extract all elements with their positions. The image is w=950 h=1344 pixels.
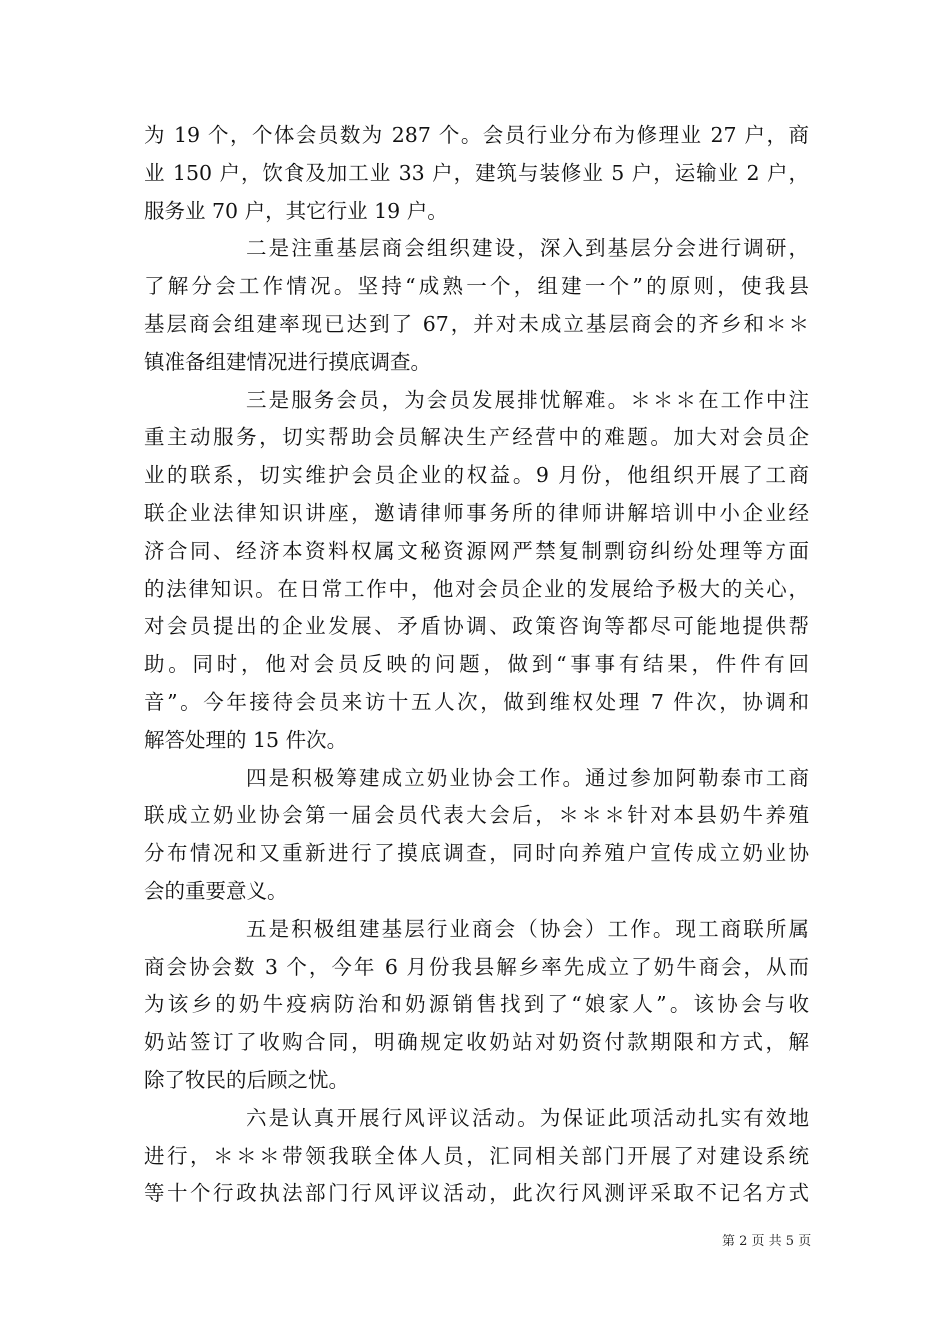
text-line: 三是服务会员，为会员发展排忧解难。＊＊＊在工作中注 — [246, 387, 809, 412]
text-line: 助。同时，他对会员反映的问题，做到“事事有结果，件件有回 — [144, 652, 809, 677]
text-line: 了解分会工作情况。坚持“成熟一个，组建一个”的原则，使我县 — [144, 274, 809, 299]
text-line: 服务业 70 户，其它行业 19 户。 — [144, 198, 448, 223]
text-line: 联成立奶业协会第一届会员代表大会后，＊＊＊针对本县奶牛养殖 — [144, 803, 809, 828]
text-line: 六是认真开展行风评议活动。为保证此项活动扎实有效地 — [246, 1105, 809, 1130]
text-line: 业 150 户，饮食及加工业 33 户，建筑与装修业 5 户，运输业 2 户， — [144, 160, 809, 185]
text-line: 联企业法律知识讲座，邀请律师事务所的律师讲解培训中小企业经 — [144, 500, 809, 525]
text-line: 进行，＊＊＊带领我联全体人员，汇同相关部门开展了对建设系统 — [144, 1143, 809, 1168]
page-number: 第 2 页 共 5 页 — [722, 1234, 812, 1249]
text-line: 五是积极组建基层行业商会（协会）工作。现工商联所属 — [246, 916, 809, 941]
paragraph — [144, 1100, 809, 1213]
text-line: 奶站签订了收购合同，明确规定收奶站对奶资付款期限和方式，解 — [144, 1030, 809, 1055]
text-line: 重主动服务，切实帮助会员解决生产经营中的难题。加大对会员企 — [144, 425, 809, 450]
text-line: 二是注重基层商会组织建设，深入到基层分会进行调研， — [246, 236, 809, 261]
text-line: 除了牧民的后顾之忧。 — [144, 1067, 349, 1092]
text-line: 商会协会数 3 个，今年 6 月份我县解乡率先成立了奶牛商会，从而 — [144, 954, 809, 979]
paragraph — [144, 117, 809, 230]
paragraph — [144, 911, 809, 1100]
document-body — [144, 117, 809, 1213]
text-line: 为该乡的奶牛疫病防治和奶源销售找到了“娘家人”。该协会与收 — [144, 992, 809, 1017]
text-line: 等十个行政执法部门行风评议活动，此次行风测评采取不记名方式 — [144, 1181, 809, 1206]
text-line: 镇准备组建情况进行摸底调查。 — [144, 349, 431, 374]
text-line: 业的联系，切实维护会员企业的权益。9 月份，他组织开展了工商 — [144, 463, 809, 488]
text-line: 的法律知识。在日常工作中，他对会员企业的发展给予极大的关心， — [144, 576, 809, 601]
text-line: 对会员提出的企业发展、矛盾协调、政策咨询等都尽可能地提供帮 — [144, 614, 809, 639]
text-line: 基层商会组建率现已达到了 67，并对未成立基层商会的齐乡和＊＊ — [144, 311, 809, 336]
paragraph — [144, 230, 809, 381]
text-line: 解答处理的 15 件次。 — [144, 727, 348, 752]
paragraph — [144, 382, 809, 760]
text-line: 会的重要意义。 — [144, 878, 288, 903]
text-line: 为 19 个，个体会员数为 287 个。会员行业分布为修理业 27 户，商 — [144, 123, 809, 147]
text-line: 四是积极筹建成立奶业协会工作。通过参加阿勒泰市工商 — [246, 765, 809, 790]
text-line: 济合同、经济本资料权属文秘资源网严禁复制剽窃纠纷处理等方面 — [144, 538, 809, 563]
paragraph — [144, 760, 809, 911]
text-line: 音”。今年接待会员来访十五人次，做到维权处理 7 件次，协调和 — [144, 689, 809, 714]
text-line: 分布情况和又重新进行了摸底调查，同时向养殖户宣传成立奶业协 — [144, 841, 809, 866]
